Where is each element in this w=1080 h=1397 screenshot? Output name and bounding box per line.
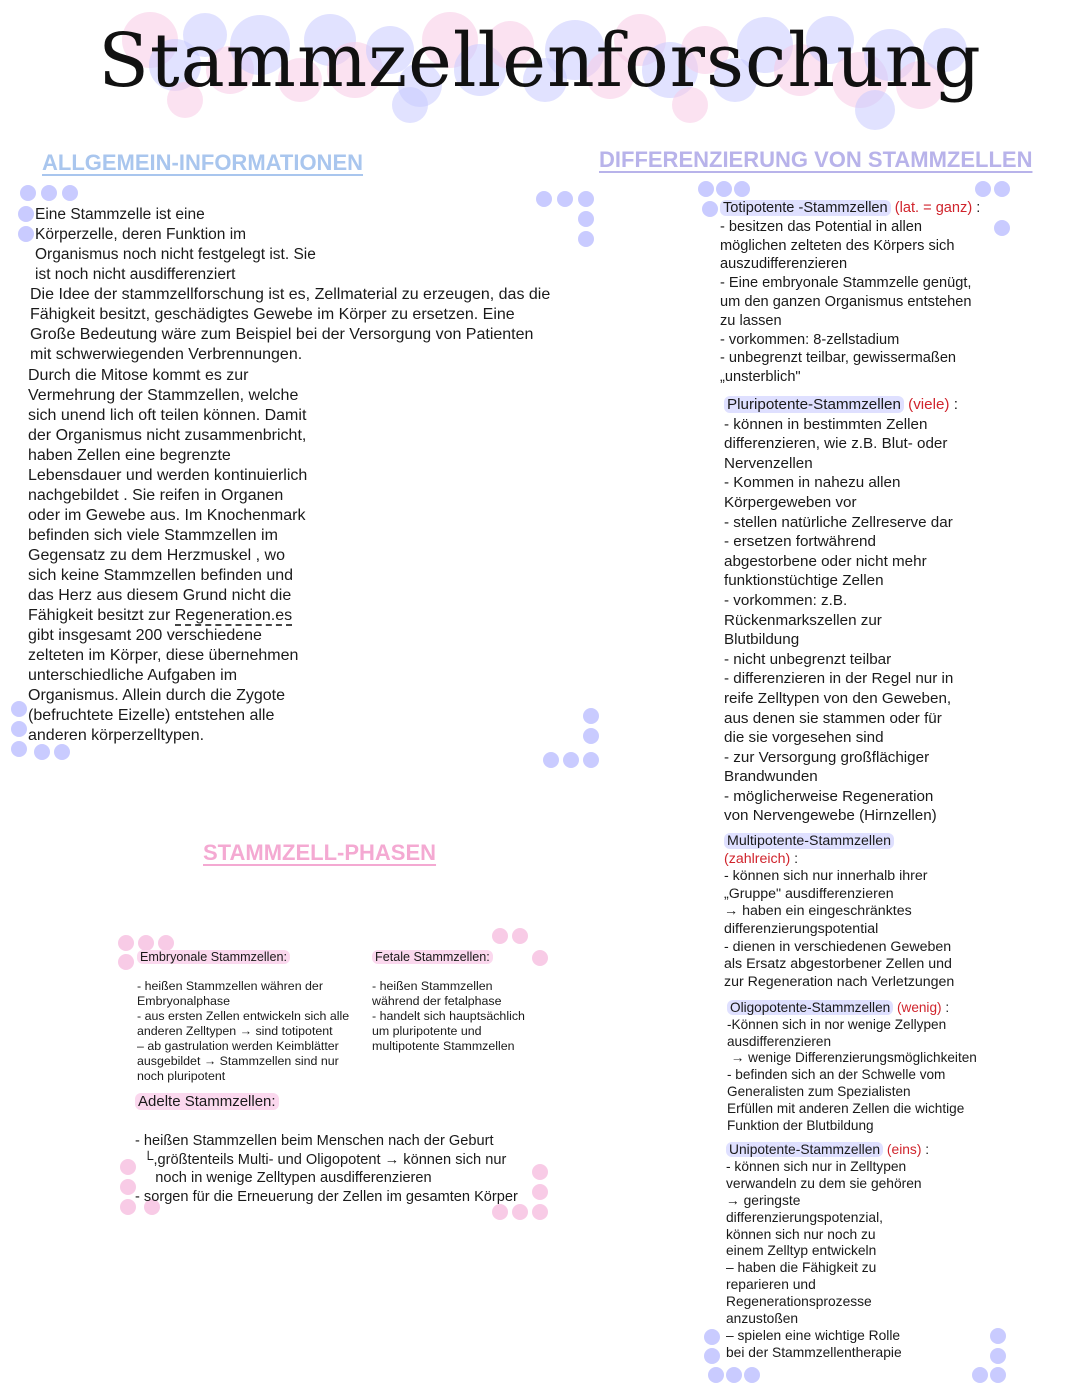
decorative-dot [557, 191, 573, 207]
text-line: - dienen in verschiedenen Geweben [724, 938, 952, 955]
decorative-dot [543, 752, 559, 768]
text-line: – ab gastrulation werden Keimblätter [137, 1039, 339, 1053]
text-line: um pluripotente und [372, 1024, 482, 1038]
decorative-dot [118, 935, 134, 951]
fetal-lines [372, 979, 547, 1054]
decorative-dot [972, 1367, 988, 1383]
text-line: während der fetalphase [372, 994, 502, 1008]
fetal-title: Fetale Stammzellen: [372, 950, 493, 964]
text-line: Körpergeweben vor [724, 493, 857, 511]
text-line: Körperzelle, deren Funktion im [35, 226, 247, 243]
decorative-dot [578, 211, 594, 227]
decorative-dot [41, 185, 57, 201]
text-line: zur Regeneration nach Verletzungen [724, 973, 955, 990]
text-line: - befinden sich an der Schwelle vom [727, 1067, 946, 1083]
text-line: um den ganzen Organismus entstehen [720, 293, 972, 310]
text-line: Die Idee der stammzellforschung ist es, Zellmaterial zu erzeugen, das die [30, 286, 551, 303]
decorative-dot [18, 206, 34, 222]
text-line: Fähigkeit besitzt, geschädigtes Gewebe im Körper zu ersetzen. Eine [30, 306, 515, 323]
decorative-dot [512, 928, 528, 944]
unipotent-name: Unipotente-Stammzellen [726, 1142, 883, 1157]
decorative-dot [583, 728, 599, 744]
text-line: nachgebildet . Sie reifen in Organen [28, 487, 284, 504]
embryonal-title: Embryonale Stammzellen: [137, 950, 290, 964]
text-line: gibt insgesamt 200 verschiedene [28, 627, 262, 644]
decorative-dot [698, 181, 714, 197]
text-line: als Ersatz abgestorbener Zellen und [724, 956, 952, 973]
text-line: ist noch nicht ausdifferenziert [35, 266, 236, 283]
embryonal-lines [137, 979, 367, 1084]
text-line: - stellen natürliche Zellreserve dar [724, 513, 953, 531]
embryonal-block [137, 950, 367, 1084]
decorative-dot [994, 181, 1010, 197]
text-line: Durch die Mitose kommt es zur [28, 367, 249, 384]
decorative-dot [118, 954, 134, 970]
text-line: befinden sich viele Stammzellen im [28, 527, 278, 544]
decorative-dot [744, 1367, 760, 1383]
decorative-dot [563, 752, 579, 768]
text-line: mit schwerwiegenden Verbrennungen. [30, 346, 303, 363]
decorative-dot [536, 191, 552, 207]
text-line: anzustoßen [726, 1311, 799, 1327]
oligopotent-block [727, 1000, 1027, 1134]
text-line: Generalisten zum Spezialisten [727, 1083, 911, 1099]
decorative-dot [11, 721, 27, 737]
decorative-dot [990, 1328, 1006, 1344]
text-line: anderen Zelltypen → sind totipotent [137, 1024, 333, 1038]
text-line: -Können sich in nor wenige Zellypen [727, 1016, 947, 1032]
allgemein-para3 [28, 366, 358, 746]
text-line: Blutbildung [724, 631, 800, 649]
text-line: möglichen zelteten des Körpers sich [720, 237, 955, 254]
decorative-dot [708, 1367, 724, 1383]
text-line: - aus ersten Zellen entwickeln sich alle [137, 1009, 350, 1023]
text-line: oder im Gewebe aus. Im Knochenmark [28, 507, 306, 524]
decorative-dot [54, 744, 70, 760]
text-line: abgestorbene oder nicht mehr [724, 552, 927, 570]
text-line: - sorgen für die Erneuerung der Zellen im gesamten Körper [135, 1188, 518, 1205]
text-line: auszudifferenzieren [720, 256, 848, 273]
text-line: „unsterblich" [720, 369, 801, 386]
text-line: haben Zellen eine begrenzte [28, 447, 231, 464]
decorative-dot [138, 935, 154, 951]
multipotent-block [724, 833, 984, 991]
totipotent-block [720, 199, 1020, 387]
decorative-dot [532, 1204, 548, 1220]
text-line: - können sich nur in Zelltypen [726, 1158, 907, 1174]
text-line: das Herz aus diesem Grund nicht die [28, 587, 292, 604]
totipotent-name: Totipotente -Stammzellen [720, 200, 891, 216]
allgemein-para2 [30, 285, 600, 365]
decorative-dot [716, 181, 732, 197]
text-line: Brandwunden [724, 768, 818, 786]
decorative-dot [11, 701, 27, 717]
decorative-dot [120, 1179, 136, 1195]
decorative-dot [512, 1204, 528, 1220]
text-line: Große Bedeutung wäre zum Beispiel bei der Versorgung von Patienten [30, 326, 534, 343]
text-line: - heißen Stammzellen [372, 979, 493, 993]
unipotent-colon: : [921, 1142, 930, 1157]
text-line: Erfüllen mit anderen Zellen die wichtige [727, 1100, 965, 1116]
pluripotent-block [724, 395, 1004, 826]
oligopotent-name: Oligopotente-Stammzellen [727, 1000, 893, 1015]
text-line: differenzierungspotenzial, [726, 1209, 883, 1225]
text-line: → haben ein eingeschränktes [724, 903, 912, 920]
text-line: - Kommen in nahezu allen [724, 474, 901, 492]
regen-word: Regeneration.es [174, 607, 293, 624]
text-line: - möglicherweise Regeneration [724, 787, 934, 805]
heading-allgemein: ALLGEMEIN-INFORMATIONEN [42, 150, 364, 175]
decorative-dot [578, 191, 594, 207]
text-line: einem Zelltyp entwickeln [726, 1243, 877, 1259]
text-line: ausdifferenzieren [727, 1033, 832, 1049]
multipotent-name: Multipotente-Stammzellen [724, 833, 894, 849]
text-line: multipotente Stammzellen [372, 1039, 515, 1053]
text-line: differenzierungspotential [724, 920, 879, 937]
text-line: - heißen Stammzellen beim Menschen nach der Geburt [135, 1133, 494, 1149]
heading-differenzierung: DIFFERENZIERUNG VON STAMMZELLEN [599, 147, 1033, 172]
text-line: - differenzieren in der Regel nur in [724, 670, 954, 688]
text-line: Gegensatz zu dem Herzmuskel , wo [28, 547, 285, 564]
pluripotent-colon: : [949, 396, 958, 413]
oligopotent-colon: : [941, 1000, 950, 1015]
unipotent-note: (eins) [886, 1142, 922, 1157]
decorative-dot [34, 744, 50, 760]
text-line: Funktion der Blutbildung [727, 1117, 874, 1133]
decorative-dot [734, 181, 750, 197]
decorative-dot [704, 1329, 720, 1345]
text-line: unterschiedliche Aufgaben im [28, 667, 238, 684]
text-line: – spielen eine wichtige Rolle [726, 1327, 901, 1343]
text-line: - unbegrenzt teilbar, gewissermaßen [720, 350, 957, 367]
text-line: reife Zelltypen von den Geweben, [724, 689, 952, 707]
text-line: „Gruppe" ausdifferenzieren [724, 885, 894, 902]
decorative-dot [704, 1348, 720, 1364]
decorative-dot [158, 935, 174, 951]
text-line: die sie vorgesehen sind [724, 729, 884, 747]
text-line: - vorkommen: 8-zellstadium [720, 331, 900, 348]
text-line: Lebensdauer und werden kontinuierlich [28, 467, 308, 484]
multipotent-colon: : [790, 850, 799, 867]
unipotent-block [726, 1142, 986, 1362]
text-line: - handelt sich hauptsächlich [372, 1009, 525, 1023]
decorative-dot [583, 708, 599, 724]
totipotent-colon: : [972, 200, 981, 216]
pluripotent-name: Pluripotente-Stammzellen [724, 396, 904, 413]
text-line: anderen körperzelltypen. [28, 727, 205, 744]
text-line: können sich nur noch zu [726, 1226, 876, 1242]
text-line: ausgebildet → Stammzellen sind nur [137, 1054, 339, 1068]
text-line: funktionstüchtige Zellen [724, 572, 884, 590]
text-line: Eine Stammzelle ist eine [35, 206, 205, 223]
decorative-dot [975, 181, 991, 197]
text-line: Vermehrung der Stammzellen, welche [28, 387, 299, 404]
oligopotent-note: (wenig) [896, 1000, 942, 1015]
text-line: Organismus noch nicht festgelegt ist. Sie [35, 246, 316, 263]
text-line: – haben die Fähigkeit zu [726, 1260, 877, 1276]
text-line: - können sich nur innerhalb ihrer [724, 868, 928, 885]
decorative-dot [18, 226, 34, 242]
text-line: - ersetzen fortwährend [724, 533, 876, 551]
text-line: reparieren und [726, 1277, 816, 1293]
adult-title: Adelte Stammzellen: [135, 1093, 279, 1110]
decorative-dot [578, 231, 594, 247]
text-line: der Organismus nicht zusammenbricht, [28, 427, 307, 444]
decorative-dot [726, 1367, 742, 1383]
decorative-dot [20, 185, 36, 201]
text-line: └,größtenteils Multi- und Oligopotent → können sich nur [135, 1151, 507, 1168]
pluripotent-note: (viele) [908, 396, 950, 413]
decorative-dot [702, 201, 718, 217]
text-line: zu lassen [720, 312, 782, 329]
text-line: noch in wenige Zelltypen ausdifferenzieren [135, 1170, 432, 1186]
multipotent-note: (zahlreich) [724, 850, 791, 867]
decorative-dot [990, 1348, 1006, 1364]
text-line: - besitzen das Potential in allen [720, 218, 923, 235]
heading-phasen: STAMMZELL-PHASEN [203, 840, 437, 865]
decorative-dot [120, 1199, 136, 1215]
text-line: - Eine embryonale Stammzelle genügt, [720, 275, 972, 292]
text-line: bei der Stammzellentherapie [726, 1344, 902, 1360]
text-line: Rückenmarkszellen zur [724, 611, 882, 629]
decorative-dot [120, 1159, 136, 1175]
text-line: - heißen Stammzellen währen der [137, 979, 323, 993]
allgemein-intro [35, 205, 455, 285]
text-line: - können in bestimmten Zellen [724, 415, 928, 433]
text-line: - vorkommen: z.B. [724, 591, 848, 609]
text-line: Nervenzellen [724, 454, 813, 472]
decorative-dot [492, 1204, 508, 1220]
text-line: (befruchtete Eizelle) entstehen alle [28, 707, 275, 724]
adult-lines [135, 1132, 555, 1206]
regen-prefix: Fähigkeit besitzt zur [28, 607, 175, 624]
text-line: verwandeln zu dem sie gehören [726, 1175, 922, 1191]
decorative-dot [583, 752, 599, 768]
decorative-dot [11, 741, 27, 757]
text-line: Embryonalphase [137, 994, 230, 1008]
text-line: → geringste [726, 1192, 801, 1208]
page-title: Stammzellenforschung [98, 18, 982, 104]
text-line: noch pluripotent [137, 1069, 226, 1083]
totipotent-note: (lat. = ganz) [894, 200, 973, 216]
adult-block [135, 1093, 555, 1206]
decorative-dot [492, 928, 508, 944]
text-line: sich keine Stammzellen befinden und [28, 567, 294, 584]
fetal-block [372, 950, 547, 1054]
text-line: - nicht unbegrenzt teilbar [724, 650, 892, 668]
text-line: aus denen sie stammen oder für [724, 709, 942, 727]
text-line: Organismus. Allein durch die Zygote [28, 687, 286, 704]
decorative-dot [62, 185, 78, 201]
text-line: sich unend lich oft teilen können. Damit [28, 407, 307, 424]
text-line: zelteten im Körper, diese übernehmen [28, 647, 299, 664]
text-line: → wenige Differenzierungsmöglichkeiten [727, 1050, 977, 1066]
text-line: von Nervengewebe (Hirnzellen) [724, 807, 937, 825]
decorative-dot [990, 1367, 1006, 1383]
text-line: differenzieren, wie z.B. Blut- oder [724, 435, 948, 453]
text-line: Regenerationsprozesse [726, 1294, 872, 1310]
text-line: - zur Versorgung großflächiger [724, 748, 930, 766]
